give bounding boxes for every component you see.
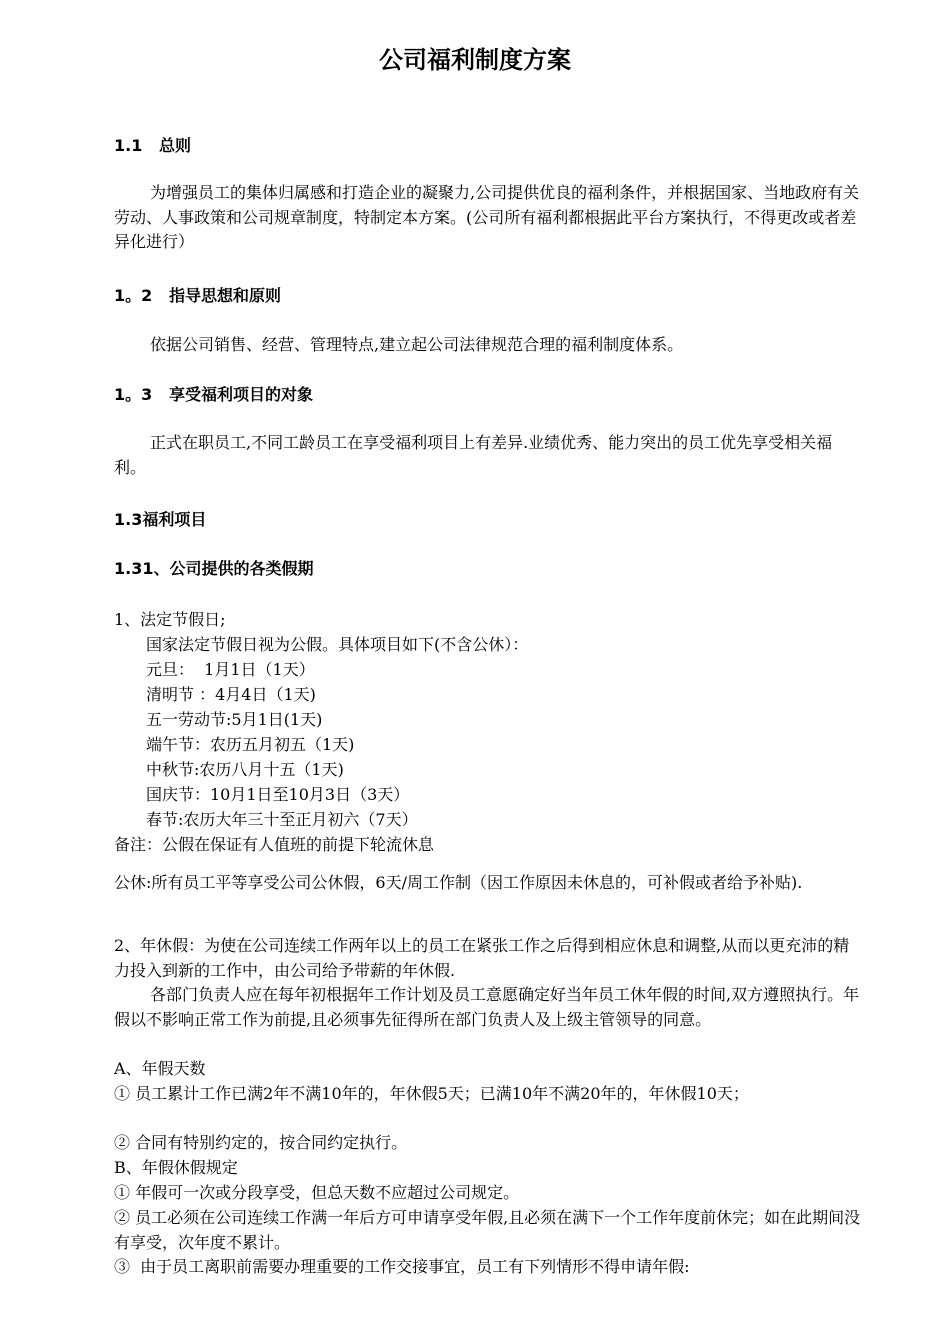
section-1-3-body: 正式在职员工,不同工龄员工在享受福利项目上有差异.业绩优秀、能力突出的员工优先享受相关福利。 <box>114 433 833 477</box>
section-1-2-body: 依据公司销售、经营、管理特点,建立起公司法律规范合理的福利制度体系。 <box>150 335 684 354</box>
section-welfare-items-heading: 1.3福利项目 <box>114 510 207 529</box>
section-1-2-heading: 1。2 指导思想和原则 <box>114 286 281 305</box>
section-1-1-body: 为增强员工的集体归属感和打造企业的凝聚力,公司提供优良的福利条件，并根据国家、当地政府有关劳动、人事政策和公司规章制度，特制定本方案。(公司所有福利都根据此平台方案执行，不得更改或者差异化进行） <box>114 183 860 251</box>
annual-days-title: A、年假天数 <box>114 1059 206 1078</box>
annual-rule-2: ② 员工必须在公司连续工作满一年后方可申请享受年假,且必须在满下一个工作年度前休完；如在此期间没有享受，次年度不累计。 <box>114 1208 861 1252</box>
annual-rules-title: B、年假休假规定 <box>114 1158 238 1177</box>
holiday-intro: 国家法定节假日视为公假。具体项目如下(不含公休）： <box>146 635 529 654</box>
holiday-list-item: 端午节：农历五月初五（1天) <box>146 735 355 754</box>
section-1-1-heading: 1.1 总则 <box>114 136 192 155</box>
holiday-list-item: 元旦： 1月1日（1天） <box>146 660 315 679</box>
annual-rule-1: ① 年假可一次或分段享受，但总天数不应超过公司规定。 <box>114 1183 520 1202</box>
holiday-note: 备注：公假在保证有人值班的前提下轮流休息 <box>114 835 435 854</box>
holiday-list-item: 中秋节:农历八月十五（1天) <box>146 760 344 779</box>
annual-days-rule-1: ① 员工累计工作已满2年不满10年的，年休假5天；已满10年不满20年的，年休假10天； <box>114 1084 749 1103</box>
holiday-item-title: 1、法定节假日; <box>114 610 226 629</box>
annual-days-rule-2: ② 合同有特别约定的，按合同约定执行。 <box>114 1133 408 1152</box>
gongxiu-paragraph: 公休:所有员工平等享受公司公休假，6天/周工作制（因工作原因未休息的，可补假或者给予补贴). <box>114 873 803 892</box>
document-title: 公司福利制度方案 <box>379 46 571 74</box>
annual-rule-3: ③ 由于员工离职前需要办理重要的工作交接事宜，员工有下列情形不得申请年假: <box>114 1257 690 1276</box>
section-1-31-heading: 1.31、公司提供的各类假期 <box>114 559 314 578</box>
holiday-list-item: 清明节 ：4月4日（1天) <box>146 685 316 704</box>
section-1-3-heading: 1。3 享受福利项目的对象 <box>114 385 313 404</box>
annual-leave-intro: 2、年休假：为使在公司连续工作两年以上的员工在紧张工作之后得到相应休息和调整,从而以更充沛的精力投入到新的工作中，由公司给予带薪的年休假. <box>114 936 850 980</box>
holiday-list-item: 五一劳动节:5月1日(1天) <box>146 710 323 729</box>
holiday-list-item: 国庆节：10月1日至10月3日（3天） <box>146 785 410 804</box>
annual-leave-arrangement: 各部门负责人应在每年初根据年工作计划及员工意愿确定好当年员工休年假的时间,双方遵照执行。年假以不影响正常工作为前提,且必须事先征得所在部门负责人及上级主管领导的同意。 <box>114 985 860 1029</box>
holiday-list-item: 春节:农历大年三十至正月初六（7天） <box>146 810 418 829</box>
